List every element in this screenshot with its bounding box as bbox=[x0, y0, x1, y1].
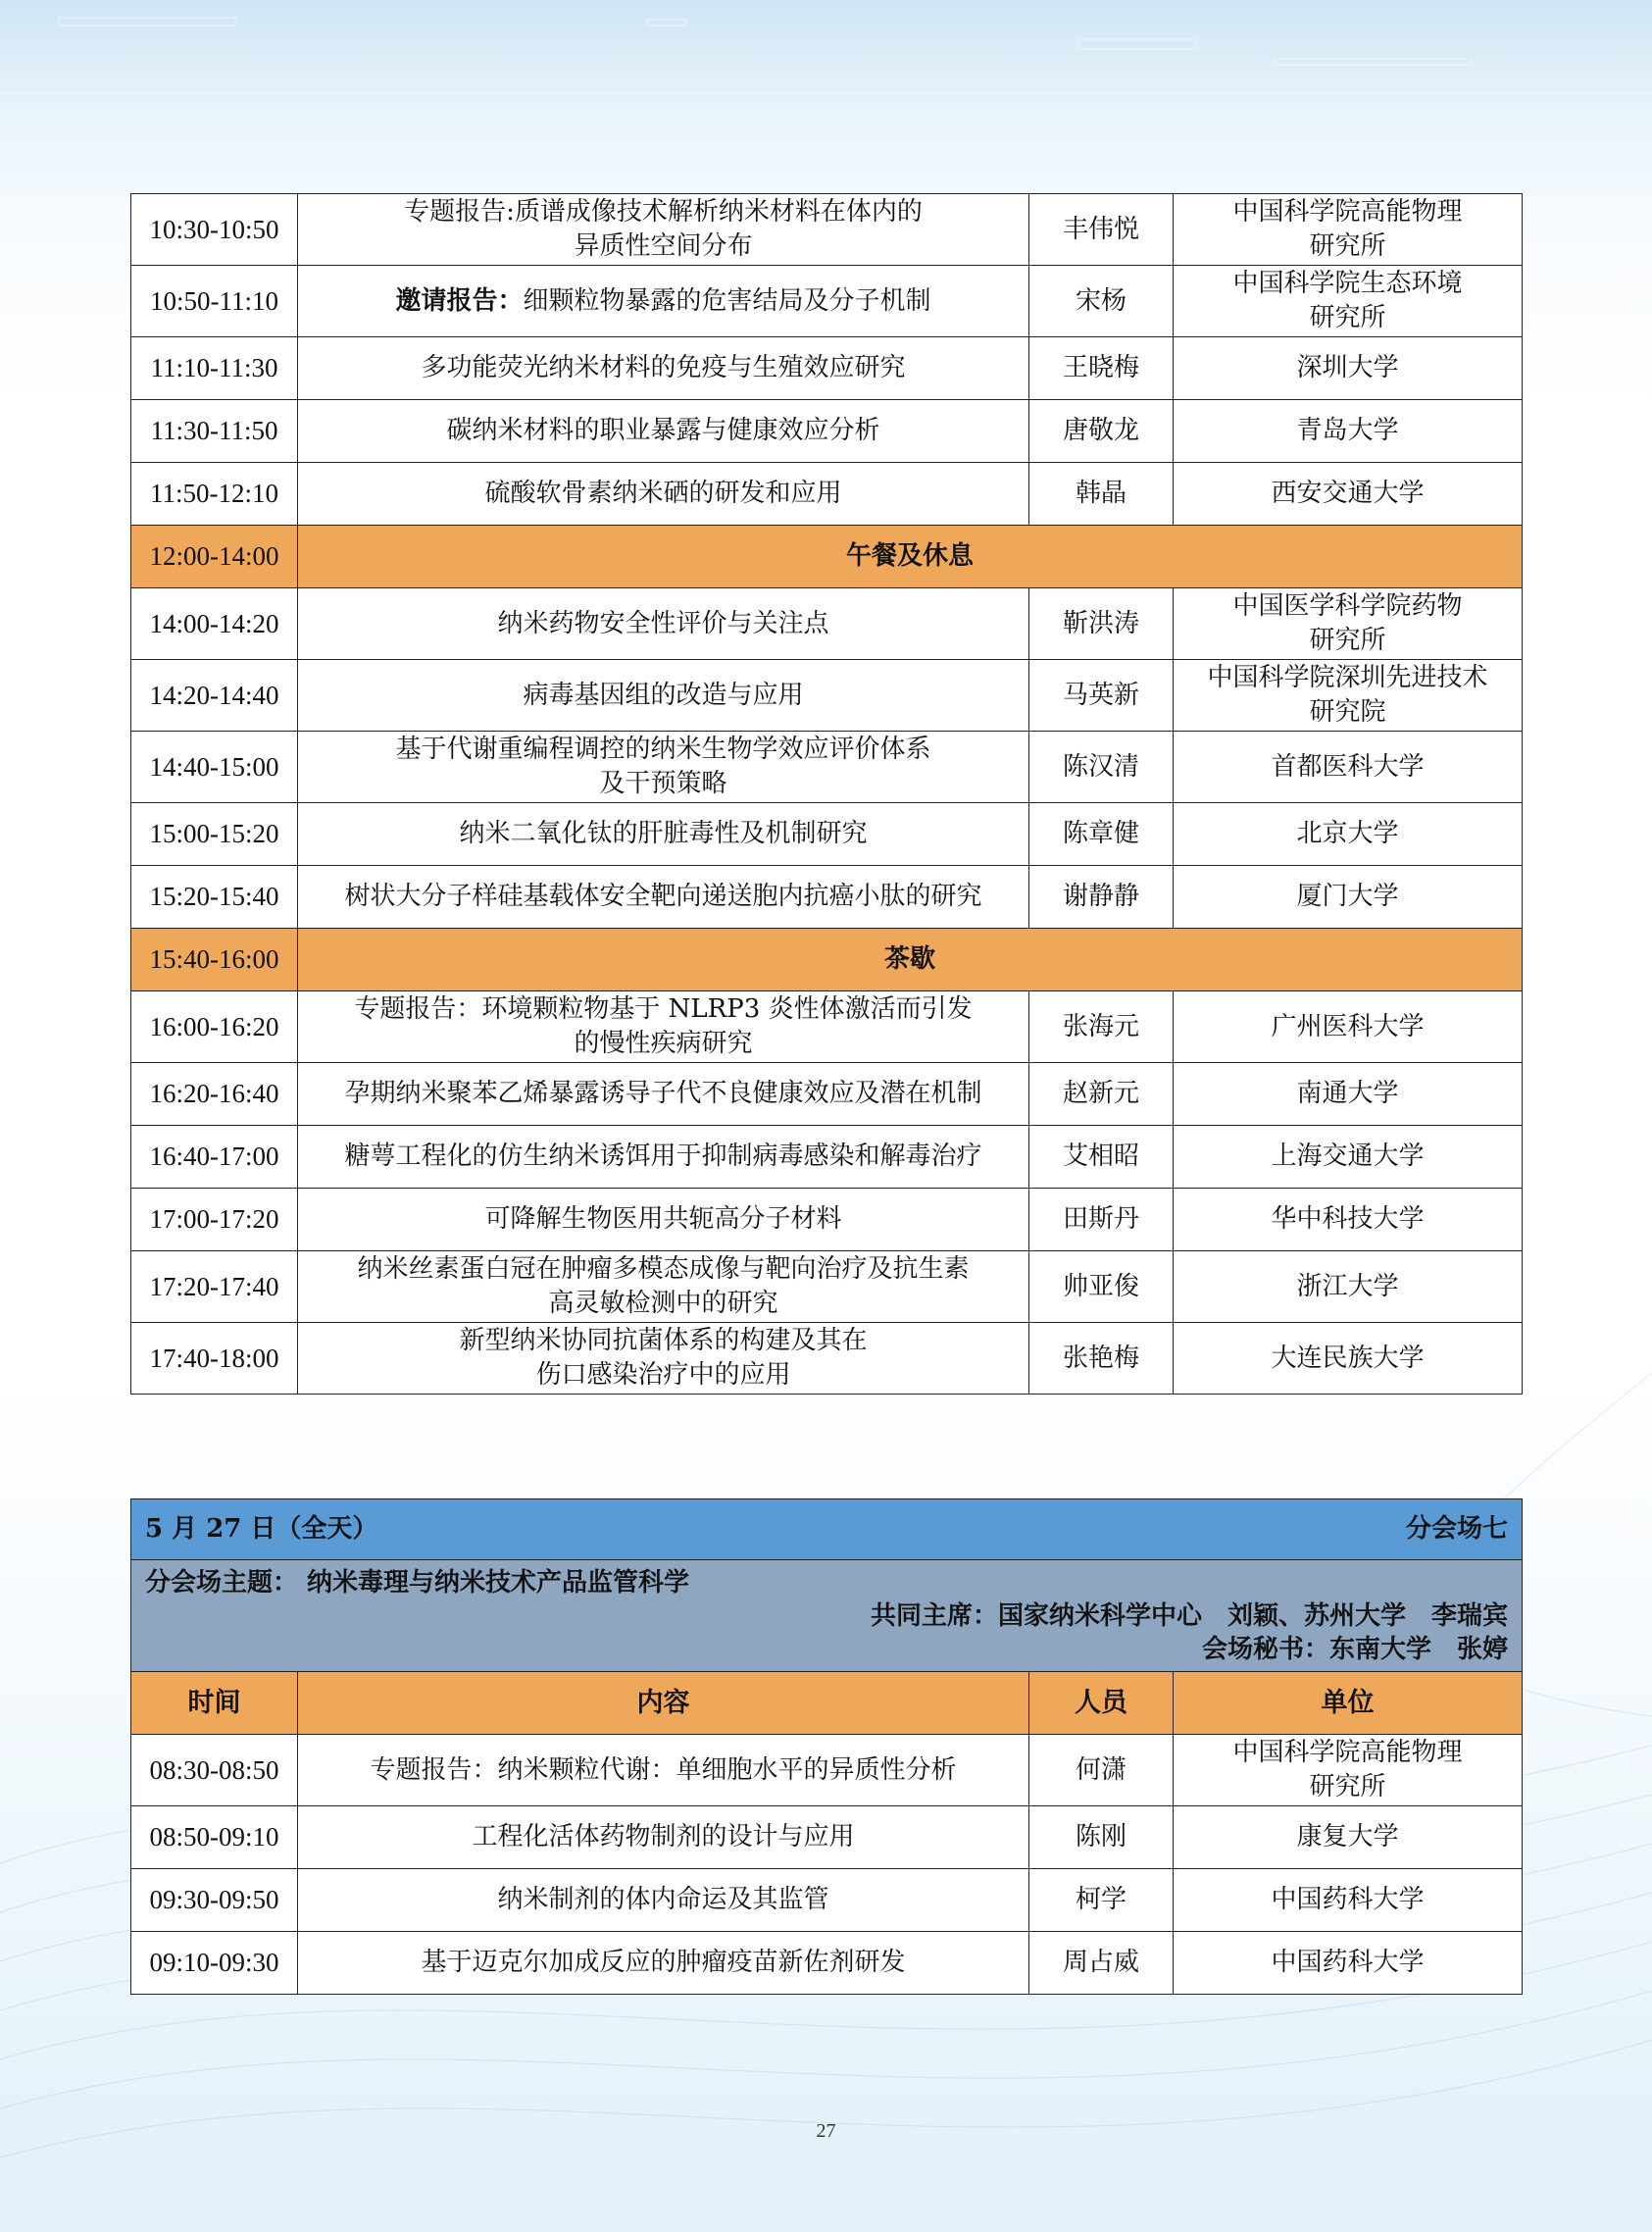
schedule-row bbox=[131, 1323, 1523, 1395]
talk-title bbox=[298, 1323, 1029, 1395]
session-venue: 分会场七 bbox=[1405, 1514, 1508, 1544]
session-time: 08:50-09:10 bbox=[131, 1806, 298, 1869]
session-time: 15:20-15:40 bbox=[131, 866, 298, 929]
affiliation bbox=[1174, 588, 1523, 660]
cell-line: 专题报告：环境颗粒物基于 NLRP3 炎性体激活而引发 bbox=[354, 994, 973, 1024]
talk-title bbox=[298, 588, 1029, 660]
schedule-row bbox=[131, 1126, 1523, 1189]
session-time: 09:10-09:30 bbox=[131, 1932, 298, 1995]
speaker-name: 赵新元 bbox=[1029, 1063, 1174, 1126]
cell-line: 可降解生物医用共轭高分子材料 bbox=[484, 1204, 842, 1234]
cell-line: 康复大学 bbox=[1296, 1822, 1399, 1852]
cell-line: 厦门大学 bbox=[1296, 882, 1399, 911]
cell-line: 研究所 bbox=[1309, 303, 1386, 332]
talk-title bbox=[298, 337, 1029, 400]
talk-title bbox=[298, 1251, 1029, 1323]
schedule-row bbox=[131, 1063, 1523, 1126]
speaker-name: 柯学 bbox=[1029, 1869, 1174, 1932]
speaker-name: 韩晶 bbox=[1029, 463, 1174, 526]
schedule-row bbox=[131, 463, 1523, 526]
cell-line: 研究所 bbox=[1309, 626, 1386, 655]
cell-line: 中国科学院高能物理 bbox=[1232, 1738, 1463, 1767]
schedule-table-part1 bbox=[130, 193, 1523, 1395]
talk-title bbox=[298, 266, 1029, 337]
schedule-row bbox=[131, 337, 1523, 400]
speaker-name: 陈汉清 bbox=[1029, 732, 1174, 803]
cell-line: 北京大学 bbox=[1296, 819, 1399, 848]
talk-title bbox=[298, 400, 1029, 463]
speaker-name: 帅亚俊 bbox=[1029, 1251, 1174, 1323]
cell-line: 深圳大学 bbox=[1296, 353, 1399, 382]
cell-line: 异质性空间分布 bbox=[574, 231, 753, 261]
cell-line: 中国科学院深圳先进技术 bbox=[1207, 663, 1488, 692]
affiliation bbox=[1174, 1063, 1523, 1126]
affiliation bbox=[1174, 1189, 1523, 1251]
affiliation bbox=[1174, 660, 1523, 732]
cell-line: 及干预策略 bbox=[599, 769, 727, 798]
session-date-row bbox=[131, 1499, 1523, 1560]
speaker-name: 张艳梅 bbox=[1029, 1323, 1174, 1395]
session-time: 14:40-15:00 bbox=[131, 732, 298, 803]
schedule-row bbox=[131, 1735, 1523, 1806]
cell-line: 病毒基因组的改造与应用 bbox=[523, 680, 804, 710]
break-label: 茶歇 bbox=[298, 929, 1523, 991]
cell-line: 南通大学 bbox=[1296, 1079, 1399, 1108]
cell-line: 纳米药物安全性评价与关注点 bbox=[497, 608, 829, 638]
schedule-row bbox=[131, 660, 1523, 732]
session7-schedule-table bbox=[130, 1498, 1523, 1995]
cell-line: 高灵敏检测中的研究 bbox=[548, 1289, 778, 1318]
cell-line: 西安交通大学 bbox=[1271, 479, 1425, 508]
break-label: 午餐及休息 bbox=[298, 526, 1523, 588]
speaker-name: 马英新 bbox=[1029, 660, 1174, 732]
session-time: 11:50-12:10 bbox=[131, 463, 298, 526]
speaker-name: 张海元 bbox=[1029, 991, 1174, 1063]
talk-title bbox=[298, 1806, 1029, 1869]
session-time: 10:50-11:10 bbox=[131, 266, 298, 337]
cell-line: 伤口感染治疗中的应用 bbox=[535, 1360, 791, 1390]
session-date: 5 月 27 日（全天） bbox=[145, 1514, 378, 1544]
cell-line: 糖萼工程化的仿生纳米诱饵用于抑制病毒感染和解毒治疗 bbox=[344, 1141, 982, 1171]
speaker-name: 田斯丹 bbox=[1029, 1189, 1174, 1251]
speaker-name: 王晓梅 bbox=[1029, 337, 1174, 400]
schedule-row bbox=[131, 866, 1523, 929]
schedule-row bbox=[131, 1869, 1523, 1932]
talk-title bbox=[298, 1932, 1029, 1995]
speaker-name: 宋杨 bbox=[1029, 266, 1174, 337]
cell-line: 大连民族大学 bbox=[1271, 1343, 1425, 1373]
schedule-row bbox=[131, 400, 1523, 463]
speaker-name: 陈刚 bbox=[1029, 1806, 1174, 1869]
session-time: 15:00-15:20 bbox=[131, 803, 298, 866]
speaker-name: 陈章健 bbox=[1029, 803, 1174, 866]
cell-line: 细颗粒物暴露的危害结局及分子机制 bbox=[523, 285, 931, 316]
cell-line: 青岛大学 bbox=[1296, 416, 1399, 445]
column-header-unit: 单位 bbox=[1174, 1672, 1523, 1735]
session-time: 15:40-16:00 bbox=[131, 929, 298, 991]
affiliation bbox=[1174, 337, 1523, 400]
schedule-row bbox=[131, 803, 1523, 866]
schedule-row bbox=[131, 732, 1523, 803]
cell-line: 中国药科大学 bbox=[1271, 1885, 1425, 1914]
session-time: 11:30-11:50 bbox=[131, 400, 298, 463]
affiliation bbox=[1174, 732, 1523, 803]
cell-line: 浙江大学 bbox=[1296, 1271, 1399, 1301]
speaker-name: 靳洪涛 bbox=[1029, 588, 1174, 660]
session-time: 16:40-17:00 bbox=[131, 1126, 298, 1189]
affiliation bbox=[1174, 1869, 1523, 1932]
talk-title bbox=[298, 1126, 1029, 1189]
affiliation bbox=[1174, 400, 1523, 463]
talk-title bbox=[298, 1869, 1029, 1932]
talk-title bbox=[298, 463, 1029, 526]
session-chairs: 共同主席：国家纳米科学中心 刘颖、苏州大学 李瑞宾 bbox=[870, 1600, 1508, 1631]
session-time: 17:00-17:20 bbox=[131, 1189, 298, 1251]
talk-title bbox=[298, 1063, 1029, 1126]
session-time: 14:00-14:20 bbox=[131, 588, 298, 660]
talk-title bbox=[298, 660, 1029, 732]
talk-title bbox=[298, 991, 1029, 1063]
cell-line: 首都医科大学 bbox=[1271, 751, 1425, 782]
cell-line: 孕期纳米聚苯乙烯暴露诱导子代不良健康效应及潜在机制 bbox=[344, 1079, 982, 1108]
cell-line: 中国医学科学院药物 bbox=[1232, 591, 1463, 621]
cell-line: 研究院 bbox=[1309, 697, 1386, 727]
cell-line: 树状大分子样硅基载体安全靶向递送胞内抗癌小肽的研究 bbox=[344, 882, 982, 911]
cell-line: 上海交通大学 bbox=[1271, 1141, 1425, 1171]
session-time: 16:00-16:20 bbox=[131, 991, 298, 1063]
talk-title bbox=[298, 194, 1029, 266]
affiliation bbox=[1174, 1806, 1523, 1869]
affiliation bbox=[1174, 1932, 1523, 1995]
affiliation bbox=[1174, 1735, 1523, 1806]
speaker-name: 丰伟悦 bbox=[1029, 194, 1174, 266]
schedule-row bbox=[131, 1932, 1523, 1995]
break-row bbox=[131, 929, 1523, 991]
speaker-name: 周占威 bbox=[1029, 1932, 1174, 1995]
cell-line: 基于迈克尔加成反应的肿瘤疫苗新佐剂研发 bbox=[421, 1948, 906, 1977]
cell-line: 中国科学院生态环境 bbox=[1232, 269, 1463, 298]
cell-line: 硫酸软骨素纳米硒的研发和应用 bbox=[484, 479, 842, 508]
cell-line: 纳米丝素蛋白冠在肿瘤多模态成像与靶向治疗及抗生素 bbox=[357, 1254, 970, 1284]
cell-line: 研究所 bbox=[1309, 1772, 1386, 1801]
session-time: 17:40-18:00 bbox=[131, 1323, 298, 1395]
speaker-name: 何潇 bbox=[1029, 1735, 1174, 1806]
talk-title bbox=[298, 1189, 1029, 1251]
session-secretary: 会场秘书：东南大学 张婷 bbox=[1201, 1634, 1508, 1664]
affiliation bbox=[1174, 266, 1523, 337]
cell-line: 中国药科大学 bbox=[1271, 1948, 1425, 1977]
cell-line: 纳米二氧化钛的肝脏毒性及机制研究 bbox=[459, 819, 868, 848]
talk-title bbox=[298, 1735, 1029, 1806]
affiliation bbox=[1174, 991, 1523, 1063]
session-time: 14:20-14:40 bbox=[131, 660, 298, 732]
affiliation bbox=[1174, 1126, 1523, 1189]
speaker-name: 谢静静 bbox=[1029, 866, 1174, 929]
session-time: 16:20-16:40 bbox=[131, 1063, 298, 1126]
affiliation bbox=[1174, 194, 1523, 266]
talk-title bbox=[298, 732, 1029, 803]
column-header-content: 内容 bbox=[298, 1672, 1029, 1735]
cell-line: 专题报告:质谱成像技术解析纳米材料在体内的 bbox=[404, 197, 923, 227]
affiliation bbox=[1174, 866, 1523, 929]
affiliation bbox=[1174, 1323, 1523, 1395]
session-time: 08:30-08:50 bbox=[131, 1735, 298, 1806]
schedule-row bbox=[131, 194, 1523, 266]
cell-line: 基于代谢重编程调控的纳米生物学效应评价体系 bbox=[395, 735, 931, 764]
affiliation bbox=[1174, 803, 1523, 866]
schedule-row bbox=[131, 1251, 1523, 1323]
cell-line: 专题报告：纳米颗粒代谢：单细胞水平的异质性分析 bbox=[370, 1754, 957, 1785]
break-row bbox=[131, 526, 1523, 588]
speaker-name: 艾相昭 bbox=[1029, 1126, 1174, 1189]
cell-line: 纳米制剂的体内命运及其监管 bbox=[497, 1885, 829, 1914]
speaker-name: 唐敬龙 bbox=[1029, 400, 1174, 463]
schedule-row bbox=[131, 1189, 1523, 1251]
schedule-row bbox=[131, 588, 1523, 660]
cell-line: 华中科技大学 bbox=[1271, 1204, 1425, 1234]
schedule-row bbox=[131, 991, 1523, 1063]
column-header-time: 时间 bbox=[131, 1672, 298, 1735]
cell-line: 新型纳米协同抗菌体系的构建及其在 bbox=[459, 1326, 868, 1355]
cell-line: 中国科学院高能物理 bbox=[1232, 197, 1463, 227]
talk-title bbox=[298, 866, 1029, 929]
session-time: 11:10-11:30 bbox=[131, 337, 298, 400]
page-number: 27 bbox=[816, 2120, 836, 2142]
column-header-speaker: 人员 bbox=[1029, 1672, 1174, 1735]
schedule-row bbox=[131, 1806, 1523, 1869]
cell-line: 广州医科大学 bbox=[1271, 1011, 1425, 1041]
talk-title bbox=[298, 803, 1029, 866]
session-theme: 分会场主题： 纳米毒理与纳米技术产品监管科学 bbox=[145, 1567, 690, 1598]
column-header-row bbox=[131, 1672, 1523, 1735]
affiliation bbox=[1174, 463, 1523, 526]
talk-type-label: 邀请报告： bbox=[395, 285, 524, 316]
cell-line: 研究所 bbox=[1309, 231, 1386, 261]
session-time: 12:00-14:00 bbox=[131, 526, 298, 588]
cell-line: 碳纳米材料的职业暴露与健康效应分析 bbox=[446, 416, 880, 445]
session-time: 17:20-17:40 bbox=[131, 1251, 298, 1323]
session-time: 10:30-10:50 bbox=[131, 194, 298, 266]
cell-line: 多功能荧光纳米材料的免疫与生殖效应研究 bbox=[421, 353, 906, 382]
affiliation bbox=[1174, 1251, 1523, 1323]
cell-line: 工程化活体药物制剂的设计与应用 bbox=[472, 1822, 855, 1852]
session-time: 09:30-09:50 bbox=[131, 1869, 298, 1932]
session-info-row bbox=[131, 1560, 1523, 1672]
cell-line: 的慢性疾病研究 bbox=[574, 1029, 753, 1058]
schedule-row bbox=[131, 266, 1523, 337]
